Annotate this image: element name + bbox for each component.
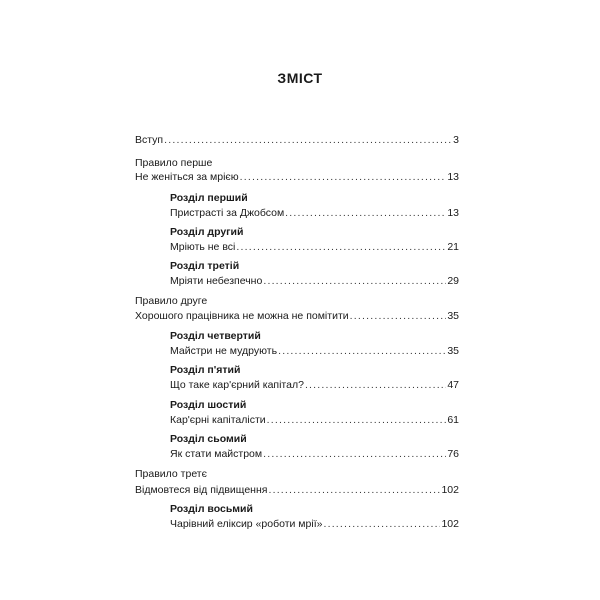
toc-entry-section — [170, 344, 459, 358]
toc-page-number: 29 — [447, 275, 459, 287]
toc-entry-section — [170, 274, 459, 288]
rule-heading: Правило перше — [135, 157, 213, 169]
section-heading: Розділ четвертий — [170, 330, 261, 342]
toc-entry-section — [170, 447, 459, 461]
dot-leader — [267, 413, 447, 427]
dot-leader — [240, 170, 447, 184]
toc-entry-section — [170, 517, 459, 531]
section-heading: Розділ третій — [170, 260, 240, 272]
toc-page-number: 76 — [447, 448, 459, 460]
toc-page-number: 102 — [441, 518, 459, 530]
toc-entry-rule — [135, 309, 459, 323]
toc-entry-label: Не женіться за мрією — [135, 171, 239, 183]
dot-leader — [268, 483, 440, 497]
rule-heading: Правило друге — [135, 295, 208, 307]
toc-entry-label: Що таке кар'єрний капітал? — [170, 379, 304, 391]
toc-page-number: 35 — [447, 345, 459, 357]
section-heading: Розділ перший — [170, 192, 248, 204]
toc-entry-section — [170, 413, 459, 427]
toc-entry-intro — [135, 133, 459, 147]
toc-page-number: 3 — [453, 134, 459, 146]
section-heading: Розділ сьомий — [170, 433, 247, 445]
toc-entry-label: Пристрасті за Джобсом — [170, 207, 285, 219]
toc-page-number: 102 — [441, 484, 459, 496]
section-heading: Розділ восьмий — [170, 503, 253, 515]
toc-page-number: 21 — [447, 241, 459, 253]
toc-page-number: 47 — [447, 379, 459, 391]
toc-entry-rule — [135, 483, 459, 497]
page-title: ЗМІСТ — [277, 70, 323, 86]
section-heading: Розділ шостий — [170, 399, 247, 411]
toc-entry-label: Кар'єрні капіталісти — [170, 414, 266, 426]
toc-entry-label: Хорошого працівника не можна не помітити — [135, 310, 349, 322]
dot-leader — [350, 309, 447, 323]
dot-leader — [263, 274, 446, 288]
dot-leader — [278, 344, 446, 358]
toc-page-number: 61 — [447, 414, 459, 426]
rule-heading: Правило третє — [135, 468, 207, 480]
toc-entry-label: Вступ — [135, 134, 164, 146]
toc-entry-label: Майстри не мудрують — [170, 345, 278, 357]
toc-entry-label: Мріють не всі — [170, 241, 236, 253]
dot-leader — [263, 447, 446, 461]
dot-leader — [323, 517, 440, 531]
toc-entry-section — [170, 206, 459, 220]
toc-entry-rule — [135, 170, 459, 184]
toc-page-number: 13 — [447, 207, 459, 219]
dot-leader — [305, 378, 446, 392]
toc-entry-section — [170, 240, 459, 254]
toc-entry-section — [170, 378, 459, 392]
dot-leader — [164, 133, 452, 147]
section-heading: Розділ другий — [170, 226, 244, 238]
toc-page-number: 13 — [447, 171, 459, 183]
toc-entry-label: Відмовтеся від підвищення — [135, 484, 268, 496]
section-heading: Розділ п'ятий — [170, 364, 241, 376]
toc-entry-label: Як стати майстром — [170, 448, 263, 460]
toc-page-number: 35 — [447, 310, 459, 322]
dot-leader — [236, 240, 446, 254]
toc-entry-label: Чарівний еліксир «роботи мрії» — [170, 518, 323, 530]
toc-entry-label: Мріяти небезпечно — [170, 275, 263, 287]
dot-leader — [285, 206, 446, 220]
